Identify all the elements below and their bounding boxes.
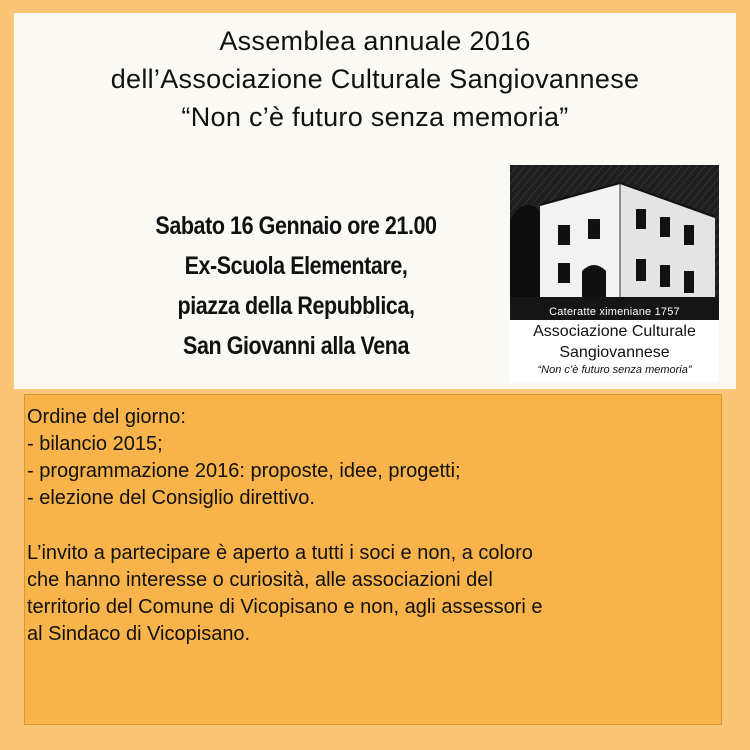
event-date: Sabato 16 Gennaio ore 21.00 xyxy=(155,212,437,240)
agenda-spacer xyxy=(27,512,721,540)
logo-name-line-2: Sangiovannese xyxy=(559,344,670,361)
event-square: piazza della Repubblica, xyxy=(177,292,415,320)
event-venue: Ex-Scuola Elementare, xyxy=(184,252,408,280)
logo-slogan: “Non c’è futuro senza memoria” xyxy=(537,364,692,376)
building-drawing-icon xyxy=(510,165,719,320)
agenda-item: - elezione del Consiglio direttivo. xyxy=(27,487,315,509)
association-logo xyxy=(510,165,719,382)
title-block xyxy=(0,22,750,136)
event-details xyxy=(124,206,468,366)
invite-line: al Sindaco di Vicopisano. xyxy=(27,623,251,645)
building-illustration xyxy=(510,165,719,320)
title-line-3: “Non c’è futuro senza memoria” xyxy=(181,102,569,132)
agenda-item: - bilancio 2015; xyxy=(27,433,163,455)
illustration-caption: Cateratte ximeniane 1757 xyxy=(549,306,680,318)
agenda-heading: Ordine del giorno: xyxy=(27,406,186,428)
invite-line: L’invito a partecipare è aperto a tutti i soci e non, a coloro xyxy=(27,542,533,564)
invite-line: che hanno interesse o curiosità, alle associazioni del xyxy=(27,569,493,591)
title-line-1: Assemblea annuale 2016 xyxy=(219,26,531,56)
invite-line: territorio del Comune di Vicopisano e non, agli assessori e xyxy=(27,596,543,618)
logo-name-line-1: Associazione Culturale xyxy=(533,323,696,340)
logo-name xyxy=(510,321,719,363)
agenda-box xyxy=(24,394,722,725)
event-town: San Giovanni alla Vena xyxy=(183,332,409,360)
title-line-2: dell’Associazione Culturale Sangiovannese xyxy=(110,64,640,94)
agenda-item: - programmazione 2016: proposte, idee, progetti; xyxy=(27,460,461,482)
